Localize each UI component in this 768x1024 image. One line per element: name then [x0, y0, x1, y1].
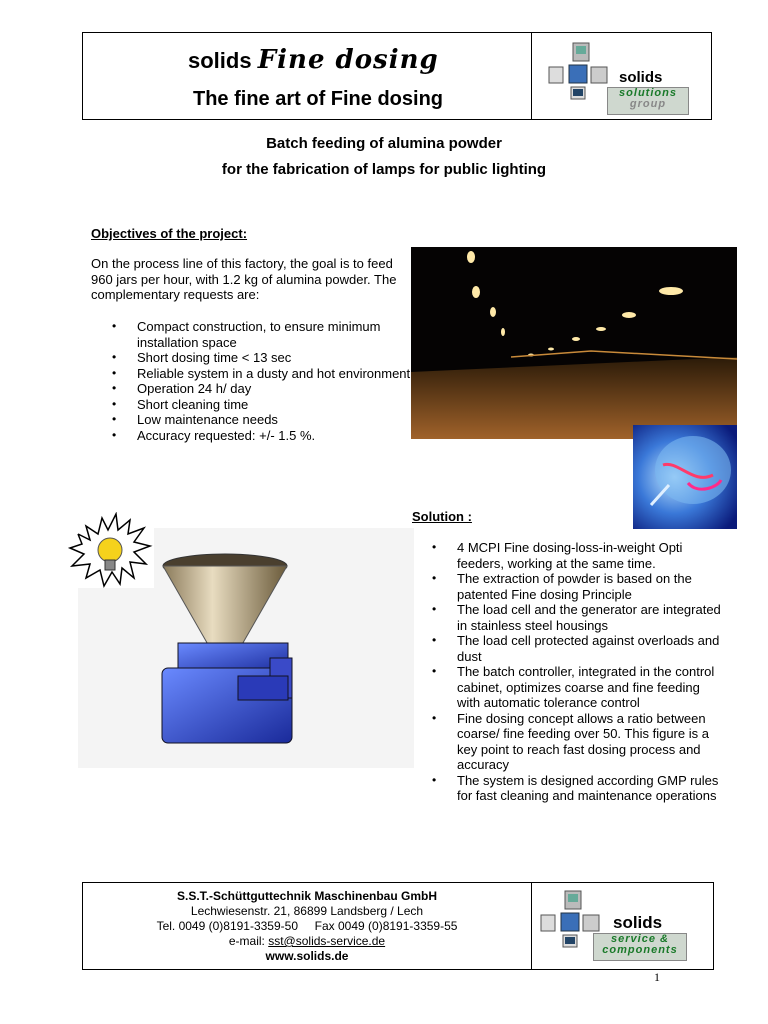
footer-box	[82, 882, 714, 970]
solution-item: • The batch controller, integrated in the control cabinet, optimizes coarse and fine feeding with automatic tolerance control	[432, 664, 722, 711]
footer-phone-fax	[83, 919, 531, 934]
header-box	[82, 32, 712, 120]
logo-tag	[607, 87, 689, 115]
brand-line	[188, 45, 439, 75]
footer-logo-tag-line1: service &	[611, 933, 669, 945]
objective-item: • Accuracy requested: +/- 1.5 %.	[112, 428, 412, 444]
objectives-intro: On the process line of this factory, the goal is to feed 960 jars per hour, with 1.2 kg of alumina powder. The complementary requests are:	[91, 256, 397, 302]
objective-item: • Operation 24 h/ day	[112, 381, 412, 397]
objective-item: • Short cleaning time	[112, 397, 412, 413]
footer-phone: Tel. 0049 (0)8191-3359-50	[156, 919, 298, 933]
objective-item: • Compact construction, to ensure minimum installation space	[112, 319, 412, 350]
solids-solutions-logo	[545, 39, 705, 115]
footer-divider	[531, 883, 532, 969]
footer-address: Lechwiesenstr. 21, 86899 Landsberg / Lech	[190, 904, 424, 918]
logo-tag-line1: solutions	[619, 87, 677, 99]
solution-item: • The system is designed according GMP rules for fast cleaning and maintenance operations	[432, 773, 722, 804]
header-divider	[531, 33, 532, 119]
doc-title-line1: Batch feeding of alumina powder	[266, 135, 502, 152]
objective-item: • Low maintenance needs	[112, 412, 412, 428]
header-subtitle: The fine art of Fine dosing	[193, 88, 443, 110]
footer-logo-tag	[593, 933, 687, 961]
lamp-photo	[633, 425, 737, 529]
footer-website[interactable]: www.solids.de	[265, 949, 349, 963]
logo-word: solids	[619, 69, 663, 86]
solids-service-logo	[537, 887, 707, 965]
objectives-list	[112, 319, 412, 443]
logo-tag-line2: group	[629, 98, 667, 110]
footer-contact	[83, 889, 531, 964]
footer-logo-word: solids	[613, 913, 663, 932]
solution-item: • The load cell and the generator are integrated in stainless steel housings	[432, 602, 722, 633]
footer-email-link[interactable]: sst@solids-service.de	[268, 934, 386, 948]
brand-script: Fine dosing	[257, 45, 439, 75]
footer-logo-tag-line2: components	[602, 944, 678, 956]
feeder-machine-image	[140, 548, 310, 758]
tunnel-photo	[411, 247, 737, 439]
doc-title-line2: for the fabrication of lamps for public lighting	[221, 161, 547, 178]
objective-item: • Reliable system in a dusty and hot environment	[112, 366, 412, 382]
solution-heading: Solution :	[412, 509, 472, 524]
footer-fax: Fax 0049 (0)8191-3359-55	[314, 919, 458, 933]
solution-list	[432, 540, 722, 804]
solution-item: • 4 MCPI Fine dosing-loss-in-weight Opti feeders, working at the same time.	[432, 540, 722, 571]
solution-item: • Fine dosing concept allows a ratio between coarse/ fine feeding over 50. This figure is a key point to reach fast dosing process and accuracy	[432, 711, 722, 773]
objective-item: • Short dosing time < 13 sec	[112, 350, 412, 366]
footer-company: S.S.T.-Schüttguttechnik Maschinenbau GmbH	[176, 889, 438, 903]
objectives-heading: Objectives of the project:	[91, 226, 248, 241]
footer-email-label: e-mail:	[228, 934, 269, 948]
footer-email-line	[83, 934, 531, 949]
solution-item: • The extraction of powder is based on the patented Fine dosing Principle	[432, 571, 722, 602]
solution-item: • The load cell protected against overloads and dust	[432, 633, 722, 664]
brand-prefix: solids	[188, 48, 252, 73]
page-number: 1	[654, 970, 660, 984]
